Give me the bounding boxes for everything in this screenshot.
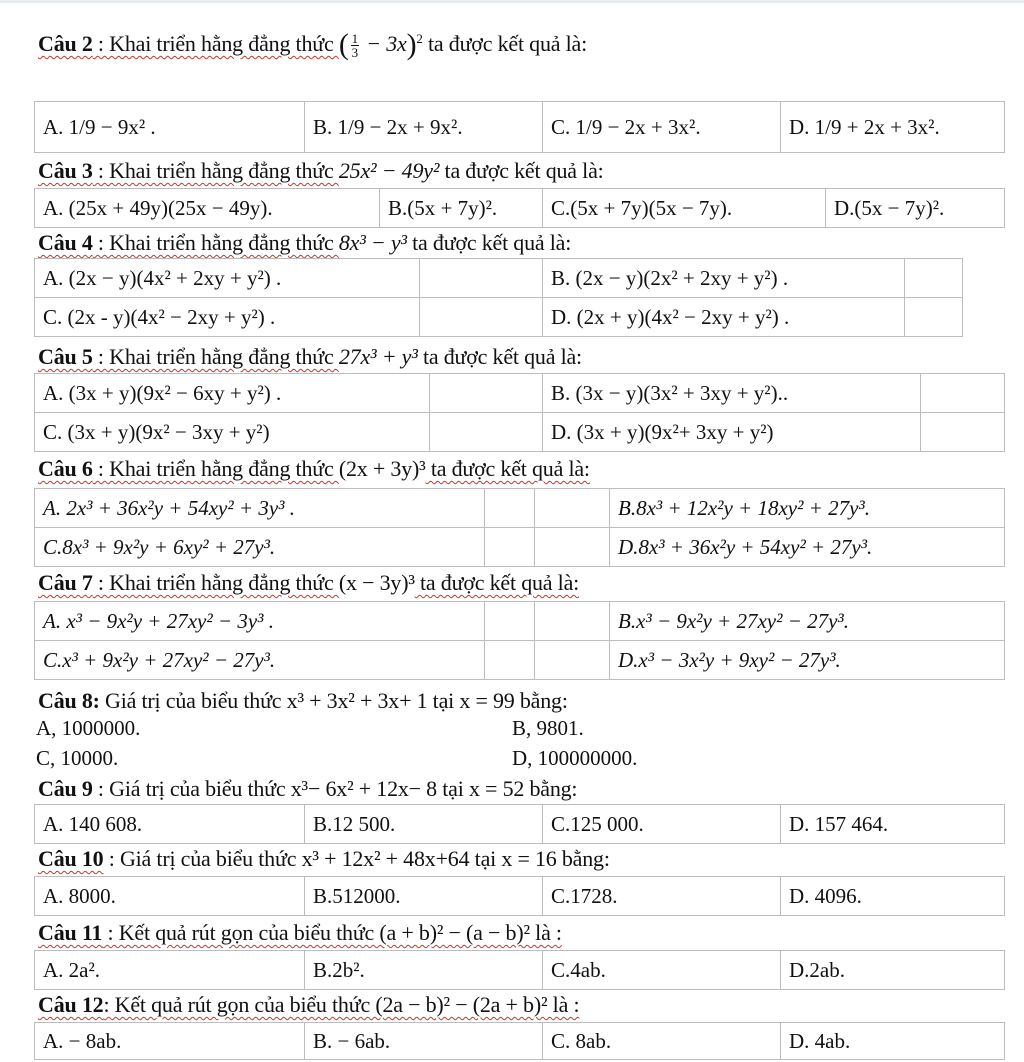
- question-9-label: Câu 9: [38, 776, 93, 801]
- option-a[interactable]: A. (2x − y)(4x² + 2xy + y²) .: [35, 259, 420, 298]
- question-8: [38, 688, 568, 714]
- option-c[interactable]: C.4ab.: [543, 951, 781, 990]
- option-c[interactable]: C. 8ab.: [543, 1023, 781, 1060]
- top-border: [0, 0, 1024, 3]
- question-7-suffix: ta được kết quả là:: [414, 570, 580, 595]
- empty-cell: [430, 413, 543, 452]
- option-a[interactable]: A. 2a².: [35, 951, 305, 990]
- option-b[interactable]: B. (3x − y)(3x² + 3xy + y²)..: [543, 374, 921, 413]
- question-6-expr: (2x + 3y)³: [338, 456, 426, 481]
- option-d[interactable]: D.x³ − 3x²y + 9xy² − 27y³.: [610, 641, 1005, 680]
- option-a[interactable]: A. (25x + 49y)(25x − 49y).: [35, 189, 380, 228]
- option-c[interactable]: C.1728.: [543, 877, 781, 916]
- question-5-expr: 27x³ + y³: [338, 344, 418, 369]
- question-6-text: : Khai triển hằng đẳng thức: [92, 456, 339, 481]
- question-6: [38, 456, 590, 482]
- question-11: [38, 920, 562, 946]
- question-2-label: Câu 2: [38, 31, 93, 56]
- empty-cell: [535, 641, 610, 680]
- question-7: [38, 570, 579, 596]
- option-b[interactable]: B, 9801.: [512, 716, 584, 740]
- empty-cell: [921, 413, 1005, 452]
- option-b[interactable]: B.12 500.: [305, 805, 543, 844]
- empty-cell: [420, 298, 543, 337]
- empty-cell: [485, 602, 535, 641]
- question-9: [38, 776, 577, 802]
- empty-cell: [921, 374, 1005, 413]
- empty-cell: [535, 528, 610, 567]
- question-11-label: Câu 11: [38, 920, 103, 945]
- option-a[interactable]: A. 8000.: [35, 877, 305, 916]
- question-5-label: Câu 5: [38, 344, 93, 369]
- question-2-text: : Khai triển hằng đẳng thức: [92, 31, 339, 56]
- option-d[interactable]: D. (2x + y)(4x² − 2xy + y²) .: [543, 298, 905, 337]
- option-b[interactable]: B.x³ − 9x²y + 27xy² − 27y³.: [610, 602, 1005, 641]
- question-7-expr: (x − 3y)³: [338, 570, 415, 595]
- question-2-exponent: 2: [416, 31, 423, 46]
- option-d[interactable]: D.8x³ + 36x²y + 54xy² + 27y³.: [610, 528, 1005, 567]
- option-d[interactable]: D. 4ab.: [781, 1023, 1005, 1060]
- option-b[interactable]: B. 1/9 − 2x + 9x².: [305, 102, 543, 153]
- question-5: [38, 344, 582, 370]
- option-c[interactable]: C. (2x - y)(4x² − 2xy + y²) .: [35, 298, 420, 337]
- question-5-text: : Khai triển hằng đẳng thức: [92, 344, 339, 369]
- fraction-one-third: $\frac{1}{3}$: [351, 31, 358, 61]
- question-10-text: : Giá trị của biểu thức x³ + 12x² + 48x+64 tại x = 16 bằng:: [103, 846, 610, 871]
- question-4-label: Câu 4: [38, 230, 93, 255]
- question-3-text: : Khai triển hằng đẳng thức: [92, 158, 339, 183]
- question-2-options: [34, 101, 1005, 153]
- question-12: [38, 992, 579, 1018]
- question-9-options: [34, 804, 1005, 844]
- empty-cell: [485, 489, 535, 528]
- question-4: [38, 230, 571, 256]
- question-12-text: : Kết quả rút gọn của biểu thức (2a − b)² − (2a + b)² là :: [103, 992, 580, 1017]
- question-8-label: Câu 8:: [38, 688, 100, 713]
- option-d[interactable]: D, 100000000.: [512, 746, 638, 770]
- option-d[interactable]: D. (3x + y)(9x²+ 3xy + y²): [543, 413, 921, 452]
- question-10-options: [34, 876, 1005, 916]
- question-2-suffix: ta được kết quả là:: [422, 31, 588, 56]
- question-2: Câu 2 : Khai triển hằng đẳng thức ( $\frac{1}{3}$ − 3x)$^2$ ta được kết quả là:: [38, 28, 588, 61]
- question-10: [38, 846, 610, 872]
- question-3-suffix: ta được kết quả là:: [439, 158, 604, 183]
- option-c[interactable]: C.(5x + 7y)(5x − 7y).: [543, 189, 826, 228]
- empty-cell: [905, 298, 963, 337]
- question-12-label: Câu 12: [38, 992, 104, 1017]
- empty-cell: [535, 602, 610, 641]
- option-a[interactable]: A. 1/9 − 9x² .: [35, 102, 305, 153]
- option-c[interactable]: C. (3x + y)(9x² − 3xy + y²): [35, 413, 430, 452]
- option-a[interactable]: A. (3x + y)(9x² − 6xy + y²) .: [35, 374, 430, 413]
- question-4-options: [34, 258, 963, 337]
- question-2-expr: − 3x: [360, 31, 407, 56]
- option-b[interactable]: B.512000.: [305, 877, 543, 916]
- option-d[interactable]: D.(5x − 7y)².: [826, 189, 1005, 228]
- option-b[interactable]: B.(5x + 7y)².: [380, 189, 543, 228]
- option-d[interactable]: D. 157 464.: [781, 805, 1005, 844]
- empty-cell: [420, 259, 543, 298]
- question-7-label: Câu 7: [38, 570, 93, 595]
- option-c[interactable]: C. 1/9 − 2x + 3x².: [543, 102, 781, 153]
- question-6-label: Câu 6: [38, 456, 93, 481]
- option-d[interactable]: D. 4096.: [781, 877, 1005, 916]
- empty-cell: [430, 374, 543, 413]
- option-a[interactable]: A. x³ − 9x²y + 27xy² − 3y³ .: [35, 602, 485, 641]
- question-8-text: Giá trị của biểu thức x³ + 3x² + 3x+ 1 tại x = 99 bằng:: [99, 688, 568, 713]
- question-10-label: Câu 10: [38, 846, 104, 871]
- empty-cell: [485, 528, 535, 567]
- option-c[interactable]: C.8x³ + 9x²y + 6xy² + 27y³.: [35, 528, 485, 567]
- question-11-text: : Kết quả rút gọn của biểu thức (a + b)² − (a − b)² là :: [102, 920, 562, 945]
- option-b[interactable]: B.8x³ + 12x²y + 18xy² + 27y³.: [610, 489, 1005, 528]
- question-3-expr: 25x² − 49y²: [338, 158, 440, 183]
- option-a[interactable]: A. − 8ab.: [35, 1023, 305, 1060]
- option-c[interactable]: C.125 000.: [543, 805, 781, 844]
- question-5-suffix: ta được kết quả là:: [417, 344, 582, 369]
- question-5-options: [34, 373, 1005, 452]
- option-b[interactable]: B. − 6ab.: [305, 1023, 543, 1060]
- question-6-options: [34, 488, 1005, 567]
- empty-cell: [905, 259, 963, 298]
- option-a[interactable]: A, 1000000.: [36, 716, 141, 740]
- question-7-text: : Khai triển hằng đẳng thức: [92, 570, 339, 595]
- question-3-options: [34, 188, 1005, 228]
- question-12-options: [34, 1022, 1005, 1060]
- question-4-text: : Khai triển hằng đẳng thức: [92, 230, 339, 255]
- empty-cell: [535, 489, 610, 528]
- question-9-text: : Giá trị của biểu thức x³− 6x² + 12x− 8 tại x = 52 bằng:: [92, 776, 578, 801]
- question-3-label: Câu 3: [38, 158, 93, 183]
- option-a[interactable]: A. 2x³ + 36x²y + 54xy² + 3y³ .: [35, 489, 485, 528]
- question-4-expr: 8x³ − y³: [338, 230, 407, 255]
- question-11-options: [34, 950, 1005, 990]
- option-a[interactable]: A. 140 608.: [35, 805, 305, 844]
- option-d[interactable]: D. 1/9 + 2x + 3x².: [781, 102, 1005, 153]
- question-7-options: [34, 601, 1005, 680]
- question-4-suffix: ta được kết quả là:: [406, 230, 572, 255]
- option-d[interactable]: D.2ab.: [781, 951, 1005, 990]
- question-6-suffix: ta được kết quả là:: [425, 456, 590, 481]
- option-c[interactable]: C, 10000.: [36, 746, 119, 770]
- option-b[interactable]: B.2b².: [305, 951, 543, 990]
- option-b[interactable]: B. (2x − y)(2x² + 2xy + y²) .: [543, 259, 905, 298]
- empty-cell: [485, 641, 535, 680]
- option-c[interactable]: C.x³ + 9x²y + 27xy² − 27y³.: [35, 641, 485, 680]
- question-3: [38, 158, 604, 184]
